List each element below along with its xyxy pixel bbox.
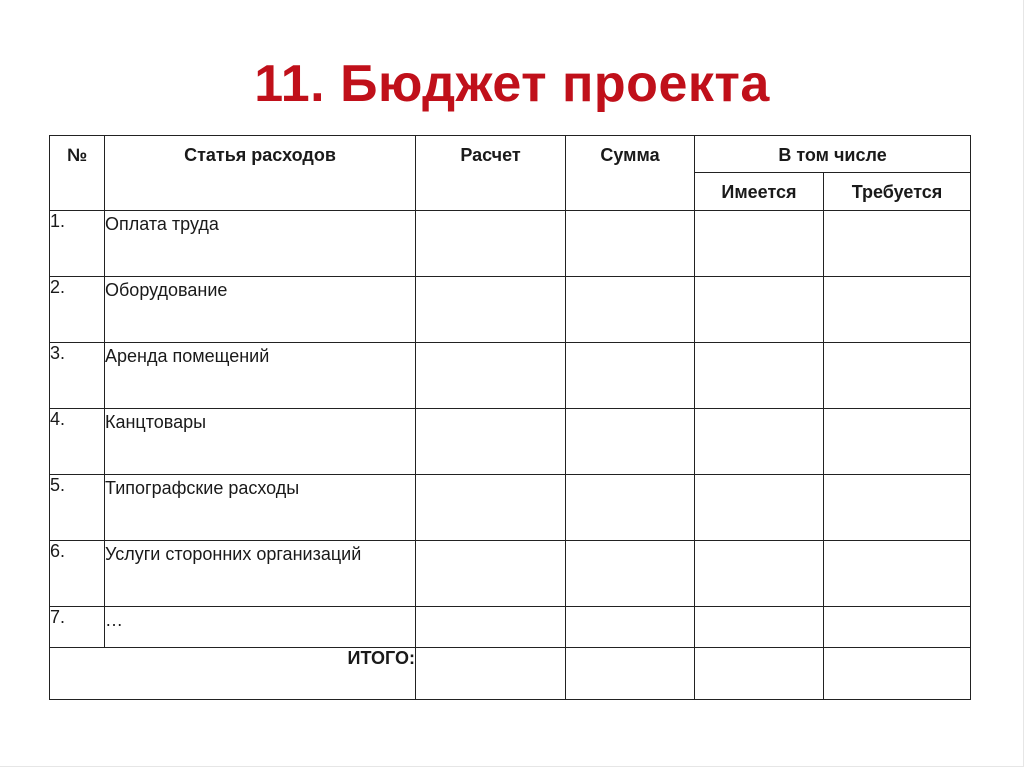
- row-number: 1.: [50, 211, 105, 277]
- row-available-cell: [695, 607, 824, 648]
- total-required-cell: [824, 648, 971, 700]
- row-calculation-cell: [416, 607, 566, 648]
- total-row: [50, 648, 971, 700]
- total-calculation-cell: [416, 648, 566, 700]
- row-calculation-cell: [416, 277, 566, 343]
- row-number: 7.: [50, 607, 105, 648]
- row-required-cell: [824, 475, 971, 541]
- row-required-cell: [824, 607, 971, 648]
- header-sum: Сумма: [566, 136, 695, 211]
- total-available-cell: [695, 648, 824, 700]
- row-number: 6.: [50, 541, 105, 607]
- row-sum-cell: [566, 343, 695, 409]
- row-expense-item: Оплата труда: [105, 211, 416, 277]
- row-available-cell: [695, 541, 824, 607]
- row-expense-item: Типографские расходы: [105, 475, 416, 541]
- row-available-cell: [695, 409, 824, 475]
- row-calculation-cell: [416, 343, 566, 409]
- slide-title: 11. Бюджет проекта: [254, 55, 770, 113]
- row-required-cell: [824, 343, 971, 409]
- row-number: 2.: [50, 277, 105, 343]
- table-row: [50, 409, 971, 475]
- row-calculation-cell: [416, 211, 566, 277]
- row-available-cell: [695, 211, 824, 277]
- header-calculation: Расчет: [416, 136, 566, 211]
- table-row: [50, 211, 971, 277]
- header-number: №: [50, 136, 105, 211]
- header-required: Требуется: [824, 173, 971, 211]
- table-row: [50, 343, 971, 409]
- row-number: 3.: [50, 343, 105, 409]
- row-sum-cell: [566, 541, 695, 607]
- row-calculation-cell: [416, 475, 566, 541]
- row-number: 4.: [50, 409, 105, 475]
- row-sum-cell: [566, 475, 695, 541]
- header-expense-item: Статья расходов: [105, 136, 416, 211]
- row-required-cell: [824, 277, 971, 343]
- row-required-cell: [824, 409, 971, 475]
- header-row: [50, 136, 971, 173]
- table-row: [50, 607, 971, 648]
- table-row: [50, 475, 971, 541]
- row-expense-item: …: [105, 607, 416, 648]
- row-sum-cell: [566, 211, 695, 277]
- budget-table: [49, 135, 971, 700]
- row-available-cell: [695, 277, 824, 343]
- row-expense-item: Аренда помещений: [105, 343, 416, 409]
- row-available-cell: [695, 475, 824, 541]
- row-calculation-cell: [416, 409, 566, 475]
- total-sum-cell: [566, 648, 695, 700]
- row-required-cell: [824, 541, 971, 607]
- row-expense-item: Услуги сторонних организаций: [105, 541, 416, 607]
- row-calculation-cell: [416, 541, 566, 607]
- row-required-cell: [824, 211, 971, 277]
- row-sum-cell: [566, 277, 695, 343]
- row-available-cell: [695, 343, 824, 409]
- row-number: 5.: [50, 475, 105, 541]
- row-expense-item: Оборудование: [105, 277, 416, 343]
- header-available: Имеется: [695, 173, 824, 211]
- header-including: В том числе: [695, 136, 971, 173]
- row-expense-item: Канцтовары: [105, 409, 416, 475]
- table-row: [50, 541, 971, 607]
- table-row: [50, 277, 971, 343]
- row-sum-cell: [566, 607, 695, 648]
- total-label: ИТОГО:: [50, 648, 416, 700]
- row-sum-cell: [566, 409, 695, 475]
